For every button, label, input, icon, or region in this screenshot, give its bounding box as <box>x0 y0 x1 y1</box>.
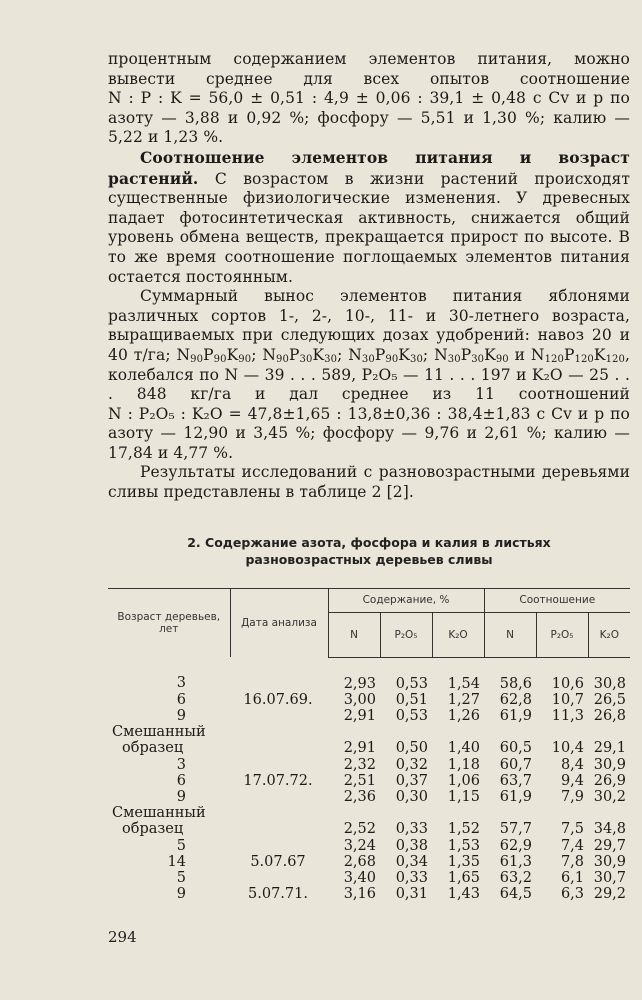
table-cell: 1,52 <box>447 821 481 838</box>
ratio-formula-1: N : P : K = 56,0 ± 0,51 : 4,9 ± 0,06 : 39,1 ± 0,48 <box>108 89 527 108</box>
table-row <box>108 740 630 756</box>
table-cell: 61,3 <box>499 853 533 870</box>
table-cell: 0,31 <box>395 886 428 903</box>
table-cell: 7,5 <box>560 821 585 838</box>
table-cell <box>230 789 328 805</box>
table-cell: Смешанный <box>112 805 206 822</box>
table-cell <box>432 805 484 821</box>
table-cell: 26,8 <box>593 707 627 724</box>
table-cell <box>328 724 380 740</box>
table-cell: 5 <box>176 837 186 854</box>
table-cell: 30,9 <box>593 756 627 773</box>
table-cell: 11,3 <box>551 707 585 724</box>
table-cell: 7,4 <box>560 837 585 854</box>
table-cell: 26,5 <box>593 691 627 708</box>
table-cell: 1,40 <box>447 740 481 757</box>
table-cell <box>536 805 588 821</box>
table-cell: 2,68 <box>343 853 376 870</box>
table-cell: 10,4 <box>551 740 585 757</box>
table-cell <box>230 805 328 821</box>
table-cell: 6,3 <box>560 886 585 903</box>
table-cell: 3,24 <box>343 837 376 854</box>
table-cell: 30,2 <box>593 788 627 805</box>
col-p2o5: P₂O₅ <box>380 612 432 657</box>
table-cell <box>328 805 380 821</box>
table-row <box>108 805 630 821</box>
table-row <box>108 886 630 902</box>
table-cell: 1,53 <box>447 837 481 854</box>
table-cell: 2,32 <box>343 756 376 773</box>
table-row <box>108 854 630 870</box>
table-row <box>108 789 630 805</box>
table-cell: 0,30 <box>395 788 428 805</box>
table-cell <box>484 724 536 740</box>
table-cell: 62,9 <box>499 837 533 854</box>
table-cell: 5.07.71. <box>248 886 308 903</box>
table-cell: 60,7 <box>499 756 533 773</box>
table-cell: 10,7 <box>551 691 585 708</box>
table-cell: 63,2 <box>499 869 533 886</box>
table-row <box>108 773 630 789</box>
table-cell: 0,50 <box>395 740 428 757</box>
table-cell <box>230 821 328 837</box>
header-content: Содержание, % <box>328 589 484 613</box>
table-cell: 3,16 <box>343 886 376 903</box>
table-cell <box>588 805 630 821</box>
table-cell: 2,36 <box>343 788 376 805</box>
table-cell: 5 <box>176 869 186 886</box>
table-cell: 34,8 <box>593 821 627 838</box>
table-cell: 2,51 <box>343 772 376 789</box>
table-row <box>108 870 630 886</box>
table-cell: 1,06 <box>447 772 481 789</box>
table-cell: 0,33 <box>395 821 428 838</box>
paragraph-3: Суммарный вынос элементов питания яблонями различных сортов 1-, 2-, 10-, 11- и 30-летнего возраста, выращиваемых при следующих дозах удобрений: навоз 20 и 40 т/га; $N_{90}P_{90}K_{90}$; $N_{90}P_{30}K_{30}$; $N_{30}P_{90}K_{30}$; $N_{30}P_{30}K_{90}$ и $N_{120}P_{120}K_{120}$, колебался по N — 39 . . . 589, P₂O₅ — 11 . . . 197 и K₂O — 25 . . . 848 кг/га и дал среднее из 11 соотношений N : P₂O₅ : K₂O = 47,8±1,65 : 13,8±0,36 : 38,4±1,83 с Cv и p по азоту — 12,90 и 3,45 %; фосфору — 9,76 и 2,61 %; калию — 17,84 и 4,77 %. <box>108 287 630 462</box>
data-table <box>108 588 630 902</box>
table-cell: 58,6 <box>499 675 533 692</box>
table-cell <box>380 724 432 740</box>
table-row <box>108 657 630 692</box>
paragraph-2: Соотношение элементов питания и возраст растений. С возрастом в жизни растений происходят существенные физиологические изменения. У древесных падает фотосинтетическая активность, снижается общий уровень обмена веществ, прекращается прирост по высоте. В то же время соотношение поглощаемых элементов питания остается постоянным. <box>108 147 630 286</box>
table-cell: 2,52 <box>343 821 376 838</box>
table-cell: 62,8 <box>499 691 533 708</box>
table-cell <box>230 740 328 756</box>
table-cell: 3 <box>176 756 186 773</box>
table-cell <box>588 724 630 740</box>
header-age: Возраст деревьев, лет <box>108 589 230 658</box>
table-cell: 1,65 <box>447 869 481 886</box>
table-cell: 1,54 <box>447 675 481 692</box>
table-cell: 0,53 <box>395 707 428 724</box>
table-cell: 61,9 <box>499 788 533 805</box>
table-cell: Смешанный <box>112 724 206 741</box>
table-cell: 29,1 <box>593 740 627 757</box>
col-k2o: K₂O <box>432 612 484 657</box>
table-cell: 26,9 <box>593 772 627 789</box>
table-cell: 63,7 <box>499 772 533 789</box>
table-cell: 3 <box>176 675 186 692</box>
table-cell <box>230 838 328 854</box>
table-cell: 1,15 <box>447 788 481 805</box>
table-cell <box>230 724 328 740</box>
table-caption: 2. Содержание азота, фосфора и калия в листьях разновозрастных деревьев сливы <box>187 535 551 567</box>
table-cell: 0,51 <box>395 691 428 708</box>
table-cell: 57,7 <box>499 821 533 838</box>
col-ratio-n: N <box>484 612 536 657</box>
col-n: N <box>328 612 380 657</box>
table-cell: образец <box>122 821 184 838</box>
table-cell: 1,26 <box>447 707 481 724</box>
table-cell: 9,4 <box>560 772 585 789</box>
table-cell: 6 <box>176 772 186 789</box>
table-cell: 9 <box>176 707 186 724</box>
header-ratio: Соотношение <box>484 589 630 613</box>
table-cell: 3,00 <box>343 691 376 708</box>
table-cell <box>380 805 432 821</box>
table-cell <box>230 657 328 692</box>
table-cell: 9 <box>176 886 186 903</box>
body-text <box>108 50 630 503</box>
table-cell: 0,34 <box>395 853 428 870</box>
table-cell: 60,5 <box>499 740 533 757</box>
table-cell: 6,1 <box>560 869 585 886</box>
table-row <box>108 757 630 773</box>
table-row <box>108 692 630 708</box>
table-cell: 30,7 <box>593 869 627 886</box>
table-row <box>108 708 630 724</box>
section-heading: Соотношение элементов питания и возраст растений. <box>108 147 630 188</box>
col-ratio-p2o5: P₂O₅ <box>536 612 588 657</box>
table-cell: 29,2 <box>593 886 627 903</box>
table-row <box>108 821 630 837</box>
table-cell: 2,91 <box>343 707 376 724</box>
table-cell: 7,9 <box>560 788 585 805</box>
table-cell <box>432 724 484 740</box>
table-cell: 0,37 <box>395 772 428 789</box>
table-cell: 64,5 <box>499 886 533 903</box>
table-cell: 0,38 <box>395 837 428 854</box>
paragraph-4: Результаты исследований с разновозрастными деревьями сливы представлены в таблице 2 [2]. <box>108 463 630 502</box>
table-cell: 2,91 <box>343 740 376 757</box>
paragraph-1: процентным содержанием элементов питания, можно вывести среднее для всех опытов соотношение N : P : K = 56,0 ± 0,51 : 4,9 ± 0,06 : 39,1 ± 0,48 с Cv и p по азоту — 3,88 и 0,92 %; фосфору — 5,51 и 1,30 %; калию — 5,22 и 1,23 %. <box>108 50 630 147</box>
table-cell <box>230 708 328 724</box>
table-cell: 3,40 <box>343 869 376 886</box>
col-ratio-k2o: K₂O <box>588 612 630 657</box>
table-cell: 1,35 <box>447 853 481 870</box>
table-cell: 1,43 <box>447 886 481 903</box>
table-cell: 17.07.72. <box>243 772 313 789</box>
table-row <box>108 838 630 854</box>
ratio-formula-2: N : P₂O₅ : K₂O = 47,8±1,65 : 13,8±0,36 : 38,4±1,83 <box>108 404 531 423</box>
table-cell: 30,8 <box>593 675 627 692</box>
table-cell: 9 <box>176 788 186 805</box>
table-cell: 29,7 <box>593 837 627 854</box>
table-cell <box>230 757 328 773</box>
table-cell: 16.07.69. <box>243 691 313 708</box>
table-cell: 7,8 <box>560 853 585 870</box>
table-cell: 1,18 <box>447 756 481 773</box>
table-cell: 14 <box>167 853 186 870</box>
page-number: 294 <box>108 928 137 946</box>
table-cell: 0,53 <box>395 675 428 692</box>
table-row <box>108 724 630 740</box>
table-cell: 10,6 <box>551 675 585 692</box>
table-cell <box>484 805 536 821</box>
table-cell: 6 <box>176 691 186 708</box>
table-cell: 0,32 <box>395 756 428 773</box>
table-cell: 30,9 <box>593 853 627 870</box>
table-cell: 1,27 <box>447 691 481 708</box>
table-cell <box>536 724 588 740</box>
header-date: Дата анализа <box>230 589 328 658</box>
table-cell: 8,4 <box>560 756 585 773</box>
table-cell: 61,9 <box>499 707 533 724</box>
table-cell: 2,93 <box>343 675 376 692</box>
table-cell: 5.07.67 <box>250 853 306 870</box>
table-cell <box>230 870 328 886</box>
table-cell: 0,33 <box>395 869 428 886</box>
table-cell: образец <box>122 740 184 757</box>
